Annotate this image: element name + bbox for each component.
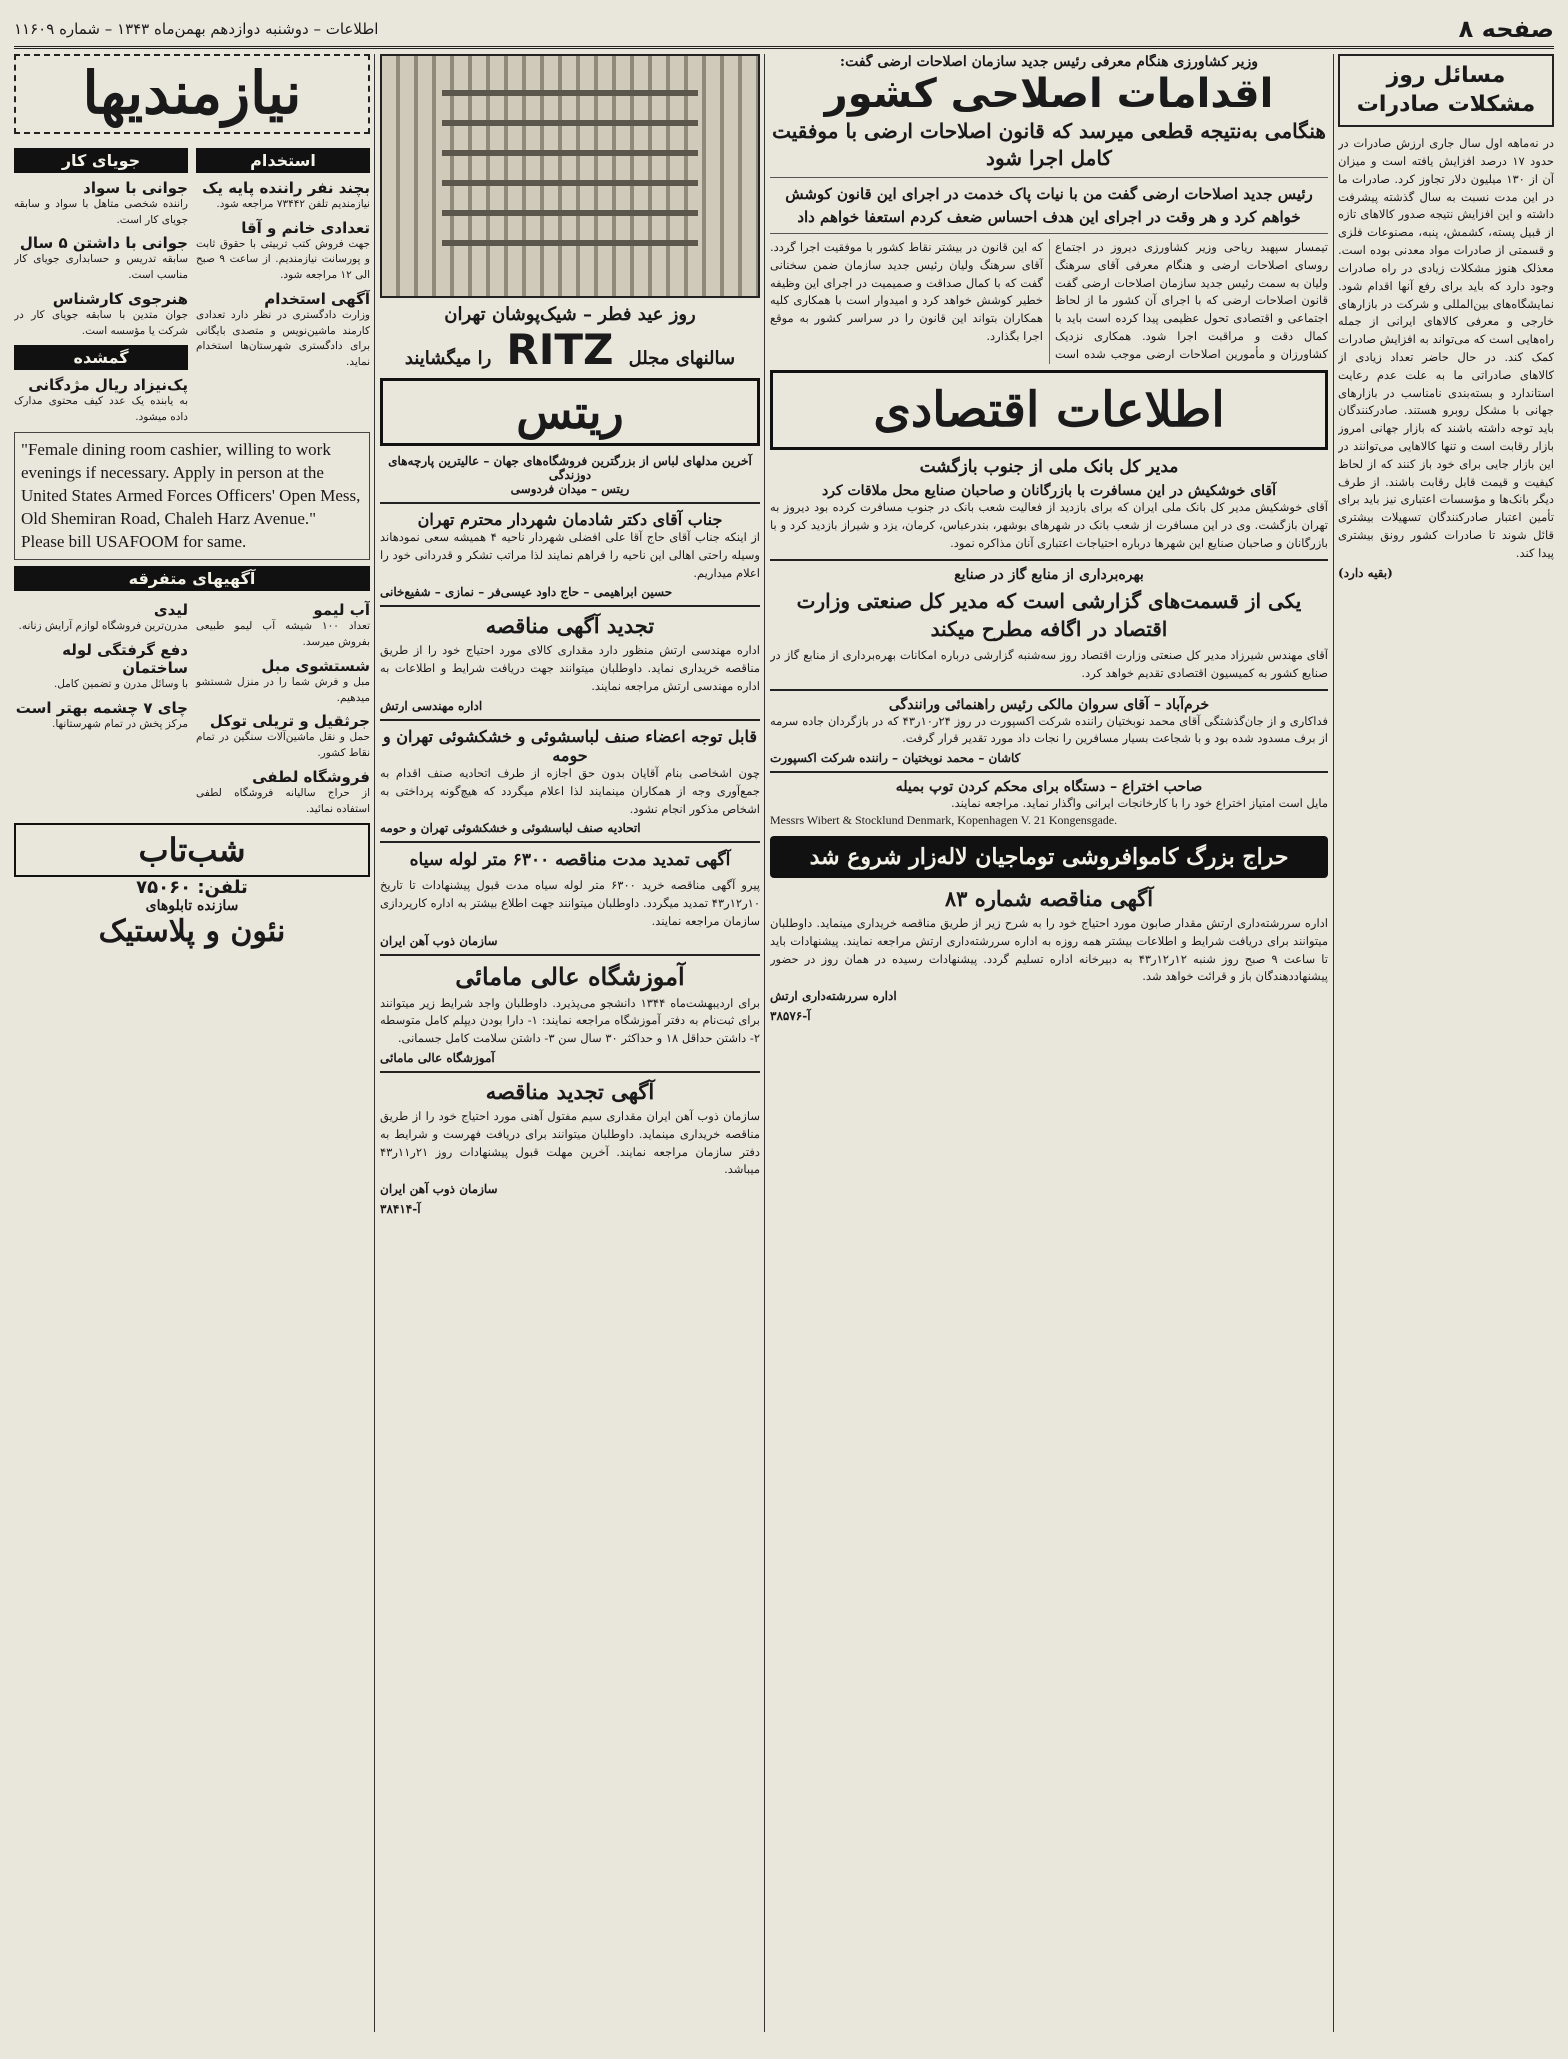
bank-subhead: آقای خوشکیش در این مسافرت با بازرگانان و صاحبان صنایع محل ملاقات کرد bbox=[821, 483, 1277, 500]
hire-ad-title: آگهی استخدام bbox=[264, 289, 370, 308]
thanks-signature: حسین ابراهیمی – حاج داود عیسی‌فر – نمازی – شفیع‌خانی bbox=[380, 585, 673, 600]
classifieds-title: نیازمندیها bbox=[82, 59, 302, 127]
ritz-address: ریتس – میدان فردوسی bbox=[510, 482, 630, 496]
misc-ad-text: مدرن‌ترین فروشگاه لوازم آرایش زنانه. bbox=[18, 620, 188, 633]
building-photo bbox=[380, 54, 760, 298]
neon-maker-line: سازنده تابلوهای bbox=[145, 898, 239, 915]
midwifery-school-signature: آموزشگاه عالی مامائی bbox=[380, 1050, 495, 1065]
seek-column bbox=[14, 142, 188, 426]
tender-83-headline: آگهی مناقصه شماره ۸۳ bbox=[944, 885, 1154, 911]
land-reform-subhead: هنگامی به‌نتیجه قطعی میرسد که قانون اصلاحات ارضی با موفقیت کامل اجرا شود bbox=[772, 119, 1326, 170]
seek-ad-text: راننده شخصی متاهل با سواد و سابقه جویای کار است. bbox=[14, 197, 188, 226]
misc-ad-title: آب لیمو bbox=[313, 601, 370, 620]
hire-category: استخدام bbox=[196, 148, 370, 173]
classifieds-jobs bbox=[14, 142, 370, 426]
neon-maker-phone: تلفن: ۷۵۰۶۰ bbox=[136, 877, 248, 899]
gas-body: آقای مهندس شیرزاد مدیر کل صنعتی وزارت اقتصاد روز سه‌شنبه گزارشی درباره امکانات بهره‌برداری از منابع گاز در صنایع کشور به کمیسیون اقتصادی تقدیم خواهد کرد. bbox=[770, 647, 1328, 680]
seek-ad-title: هنرجوی کارشناس bbox=[52, 289, 188, 308]
pipe-tender-headline: آگهی تمدید مدت مناقصه ۶۳۰۰ متر لوله سیاه bbox=[409, 850, 731, 871]
hire-ad bbox=[196, 179, 370, 213]
misc-ad-title: جرثقیل و تریلی توکل bbox=[209, 712, 370, 731]
patent-headline: صاحب اختراع – دستگاه برای محکم کردن توپ بمیله bbox=[895, 779, 1203, 796]
renew-tender-body: اداره مهندسی ارتش منظور دارد مقداری کالای مورد احتیاج خود را از طریق مناقصه خریداری نماید. داوطلبان میتوانند جهت دریافت شرایط و اطلاعات به اداره مهندسی ارتش مراجعه نمایند. bbox=[380, 643, 760, 694]
seek-category: جویای کار bbox=[14, 148, 188, 173]
land-reform-headline: اقدامات اصلاحی کشور bbox=[824, 71, 1274, 117]
misc-ad-title: شستشوی مبل bbox=[261, 656, 370, 675]
exports-end: (بقیه دارد) bbox=[1338, 565, 1393, 580]
classifieds-title-box bbox=[14, 54, 370, 134]
misc-category: آگهیهای متفرقه bbox=[14, 566, 370, 591]
neon-maker-name: نئون و پلاستیک bbox=[98, 914, 286, 950]
ritz-name-latin: RITZ bbox=[506, 325, 614, 374]
economy-section-banner: اطلاعات اقتصادی bbox=[770, 370, 1328, 450]
land-reform-body: تیمسار سپهبد ریاحی وزیر کشاورزی دیروز در اجتماع روسای اصلاحات ارضی و هنگام معرفی آقای سرهنگ ولیان به سمت رئیس جدید سازمان اصلاحات ارضی گفت قانون اصلاحات ارضی که با اجرای آن کشور ما از لحاظ اجتماعی و اقتصادی تحول عظیمی پیدا کرده است باید با کمال دقت و مراقبت اجرا شود. همکاری نزدیک کشاورزان و مأمورین اصلاحات ارضی موجب شده است که این قانون در بیشتر نقاط کشور با موفقیت اجرا گردد. آقای سرهنگ ولیان رئیس جدید سازمان ضمن سخنانی گفت که با کمال صداقت و صمیمیت در اجرای این وظیفه خطیر کوشش خواهد کرد و امیدوار است با همکاری کلیه همکاران بتواند این قانون را در سراسر کشور به موقع اجرا بگذارد. bbox=[770, 240, 1328, 361]
misc-ad-text: تعداد ۱۰۰ شیشه آب لیمو طبیعی بفروش میرسد. bbox=[196, 620, 370, 649]
misc-ad-title: دفع گرفتگی لوله ساختمان bbox=[62, 641, 188, 678]
ritz-lead: سالنهای مجلل bbox=[628, 348, 736, 369]
hire-ad-title: بچند نفر راننده پایه یک bbox=[202, 178, 370, 197]
exports-title-box bbox=[1338, 54, 1554, 127]
khorramabad-body: فداکاری و از جان‌گذشتگی آقای محمد نوبختیان راننده شرکت اکسپورت در روز ۲۴ر۱۰ر۴۳ که در بازگردان جاده سرمه از برف مسدود شده بود و با شجاعت بسیار مسافرین را نجات داد مورد تقدیر قرار گرفت. bbox=[770, 713, 1328, 746]
hire-ad-text: وزارت دادگستری در نظر دارد تعدادی کارمند ماشین‌نویس و متصدی بایگانی برای دادگستری شهرستان‌ها استخدام نماید. bbox=[196, 308, 370, 369]
midwifery-school-body: برای اردیبهشت‌ماه ۱۳۴۴ دانشجو می‌پذیرد. داوطلبان واجد شرایط زیر میتوانند برای ثبت‌نام به دفتر آموزشگاه مراجعه نمایند: ۱- دارا بودن دیپلم کامل متوسطه ۲- داشتن حداقل ۱۸ و حداکثر ۳۰ سال سن ۳- داشتن سلامت کامل جسمانی. bbox=[380, 995, 760, 1046]
exports-title: مسائل روز مشکلات صادرات bbox=[1356, 63, 1536, 117]
column-classifieds bbox=[14, 54, 370, 2032]
page-number: صفحه ۸ bbox=[1458, 15, 1554, 43]
lost-ad-title: پک‌نیزاد ریال مژدگانی bbox=[28, 376, 188, 395]
renew-tender-2-code: آ-۳۸۴۱۴ bbox=[380, 1202, 421, 1217]
seek-ad bbox=[14, 290, 188, 340]
lost-ad-text: به یابنده یک عدد کیف محتوی مدارک داده میشود. bbox=[14, 395, 188, 424]
gas-kicker: بهره‌برداری از منابع گاز در صنایع bbox=[954, 566, 1144, 583]
column-divider bbox=[1333, 54, 1334, 2032]
lost-category: گمشده bbox=[14, 345, 188, 370]
bank-headline: مدیر کل بانک ملی از جنوب بازگشت bbox=[919, 456, 1179, 477]
ritz-tagline: آخرین مدلهای لباس از بزرگترین فروشگاه‌های جهان – عالیترین پارچه‌های دوزندگی bbox=[388, 454, 752, 482]
shabtab-logo: شب‌تاب bbox=[14, 823, 370, 877]
english-job-ad: "Female dining room cashier, willing to work evenings if necessary. Apply in person at the United States Armed Forces Officers' Open Mess, Old Shemiran Road, Chaleh Harz Avenue." Please bill USAFOOM for same. bbox=[14, 432, 370, 561]
tender-83-signature: اداره سررشته‌داری ارتش bbox=[770, 989, 897, 1004]
land-reform-intro: رئیس جدید اصلاحات ارضی گفت من با نیات پاک خدمت در اجرای این قانون کوشش خواهم کرد و هر وقت در اجرای این هدف احساس ضعف کردم استعفا خواهم داد bbox=[785, 185, 1313, 226]
pipe-tender-body: پیرو آگهی مناقصه خرید ۶۳۰۰ متر لوله سیاه مدت قبول پیشنهادات تا تاریخ ۱۰ر۱۲ر۴۳ تمدید میگردد. داوطلبان میتوانند جهت اطلاع بیشتر به اداره کارپردازی سازمان مراجعه نمایند. bbox=[380, 878, 760, 928]
hire-ad-text: جهت فروش کتب تربیتی با حقوق ثابت و پورسانت نیازمندیم. از ساعت ۹ صبح الی ۱۲ مراجعه شود. bbox=[196, 237, 370, 282]
misc-ad-title: چای ۷ چشمه بهتر است bbox=[15, 698, 188, 717]
column-divider bbox=[374, 54, 375, 2032]
misc-ads-col-a bbox=[196, 595, 370, 817]
hire-ad-text: نیازمندیم تلفن ۷۳۴۴۲ مراجعه شود. bbox=[216, 197, 370, 210]
hire-column bbox=[196, 142, 370, 426]
masthead bbox=[14, 12, 1554, 49]
renew-tender-2-body: سازمان ذوب آهن ایران مقداری سیم مفتول آهنی مورد احتیاج خود را از طریق مناقصه خریداری مینماید. داوطلبان میتوانند برای دریافت فهرست و شرایط به دفتر سازمان مراجعه نمایند. آخرین مهلت قبول پیشنهادات روز ۲۱ر۱۱ر۴۳ میباشد. bbox=[380, 1108, 760, 1177]
seek-ad-text: جوان متدین با سابقه جویای کار در شرکت یا مؤسسه است. bbox=[14, 308, 188, 337]
ritz-banner: روز عید فطر – شیک‌پوشان تهران bbox=[444, 304, 696, 325]
renew-tender-signature: اداره مهندسی ارتش bbox=[380, 698, 483, 713]
column-main-news bbox=[770, 54, 1328, 2032]
patent-address: Messrs Wibert & Stocklund Denmark, Kopenhagen V. 21 Kongensgade. bbox=[770, 812, 1118, 827]
seek-ad bbox=[14, 234, 188, 284]
seek-ad bbox=[14, 179, 188, 229]
seek-ad-title: جوانی با سواد bbox=[83, 178, 188, 197]
khorramabad-signature: کاشان – محمد نوبختیان – راننده شرکت اکسپورت bbox=[770, 751, 1021, 766]
column-divider bbox=[764, 54, 765, 2032]
misc-ad-text: مبل و فرش شما را در منزل شستشو میدهیم. bbox=[196, 675, 370, 704]
tender-83-body: اداره سررشته‌داری ارتش مقدار صابون مورد احتیاج خود را به شرح زیر از طریق مناقصه خریداری مینماید. داوطلبان میتوانند برای دریافت شرایط و اطلاعات بیشتر همه روزه به اداره سررشته‌داری ارتش مراجعه نمایند. پیشنهادات باید تا ساعت ۹ صبح روز شنبه ۱۲ر۱۲ر۴۳ به دبیرخانه اداره تسلیم گردد. پیشنهادات رسیده در همان روز در حضور پیشنهاددهندگان باز و قرائت خواهد شد. bbox=[770, 915, 1328, 984]
midwifery-school-headline: آموزشگاه عالی مامائی bbox=[455, 961, 685, 991]
seek-ad-text: سابقه تدریس و حسابداری جویای کار مناسب است. bbox=[14, 253, 188, 282]
renew-tender-headline: تجدید آگهی مناقصه bbox=[485, 613, 655, 639]
khorramabad-headline: خرم‌آباد – آقای سروان مالکی رئیس راهنمائی ورانندگی bbox=[888, 696, 1210, 713]
gas-headline: یکی از قسمت‌های گزارشی است که مدیر کل صنعتی وزارت اقتصاد در اگافه مطرح میکند bbox=[796, 588, 1302, 641]
patent-body: مایل است امتیاز اختراع خود را با کارخانجات ایرانی واگذار نماید. مراجعه نمایند. bbox=[950, 796, 1328, 811]
column-ads-middle bbox=[380, 54, 760, 2032]
misc-ads bbox=[14, 595, 370, 817]
hire-ad bbox=[196, 290, 370, 371]
land-reform-kicker: وزیر کشاورزی هنگام معرفی رئیس جدید سازمان اصلاحات ارضی گفت: bbox=[839, 54, 1259, 70]
tender-83-code: آ-۳۸۵۷۶ bbox=[770, 1009, 811, 1024]
ritz-brand: ریتس bbox=[380, 378, 760, 446]
misc-ad-text: با وسائل مدرن و تضمین کامل. bbox=[53, 678, 188, 691]
misc-ad-text: از حراج سالیانه فروشگاه لطفی استفاده نمائید. bbox=[196, 786, 370, 815]
misc-ads-col-b bbox=[14, 595, 188, 817]
pipe-tender-signature: سازمان ذوب آهن ایران bbox=[380, 933, 498, 948]
bank-body: آقای خوشکیش مدیر کل بانک ملی ایران که برای بازدید از فعالیت شعب بانک در جنوب مسافرت کرده بود دیروز به تهران بازگشت. وی در این مسافرت از شعب بانک در شهرهای بوشهر، بندرعباس، کرمان، یزد و شیراز بازدید کرد و با بازرگانان و صاحبان صنایع این شهرها درباره احتیاجات اعتباری آنان مذاکره نمود. bbox=[770, 500, 1328, 551]
thanks-body: از اینکه جناب آقای حاج آقا علی افضلی شهردار ناحیه ۴ همیشه سعی نمودهاند وسیله راحتی اهالی این ناحیه را فراهم نمایند لذا مراتب تشکر و قدردانی خود را اعلام میداریم. bbox=[380, 530, 760, 580]
misc-ad-title: فروشگاه لطفی bbox=[252, 767, 370, 786]
misc-ad-title: لیدی bbox=[153, 601, 188, 620]
laundry-guild-headline: قابل توجه اعضاء صنف لباسشوئی و خشکشوئی تهران و حومه bbox=[382, 726, 758, 765]
laundry-guild-signature: اتحادیه صنف لباسشوئی و خشکشوئی تهران و حومه bbox=[380, 821, 641, 836]
renew-tender-2-headline: آگهی تجدید مناقصه bbox=[485, 1078, 655, 1104]
renew-tender-2-signature: سازمان ذوب آهن ایران bbox=[380, 1182, 498, 1197]
ritz-ad bbox=[380, 325, 760, 374]
thanks-headline: جناب آقای دکتر شادمان شهردار محترم تهران bbox=[417, 510, 723, 529]
seek-ad-title: جوانی با داشتن ۵ سال bbox=[19, 234, 188, 253]
issue-line: اطلاعات – دوشنبه دوازدهم بهمن‌ماه ۱۳۴۳ – شماره ۱۱۶۰۹ bbox=[14, 20, 379, 38]
newspaper-page bbox=[14, 12, 1554, 2032]
sale-banner: حراج بزرگ کاموافروشی توماجیان لاله‌زار شروع شد bbox=[770, 836, 1328, 878]
ritz-open: را میگشایند bbox=[404, 348, 492, 369]
column-exports bbox=[1338, 54, 1554, 2032]
misc-ad-text: مرکز پخش در تمام شهرستانها. bbox=[52, 717, 188, 730]
laundry-guild-body: چون اشخاصی بنام آقایان بدون حق اجازه از طرف اتحادیه صنف اقدام به جمع‌آوری وجه از همکاران مینمایند لذا اعلام میگردد که هیچ‌گونه پرداختی به اشخاص مذکور انجام نشود. bbox=[380, 765, 760, 816]
hire-ad bbox=[196, 219, 370, 284]
exports-body: در نه‌ماهه اول سال جاری ارزش صادرات در حدود ۱۷ درصد افزایش یافته است و میزان آن از ۱۳۰ میلیون دلار تجاوز کرد. صادرات ما در این مدت نسبت به سال گذشته پیشرفت داشته و این افزایش نتیجه صدور کالاهای تازه از قبیل پسته، کشمش، پنبه، مصنوعات فلزی و قسمتی از صادرات مواد معدنی بوده است. معذلک هنوز مشکلات زیادی در راه صادرات وجود دارد که باید برای رفع آنها اقدام شود. نمایشگاه‌های بین‌المللی و شرکت در بازارهای خارجی و معرفی کالاهای ایرانی از جمله راه‌هایی است که می‌تواند به افزایش صادرات کمک کند. در حال حاضر تعداد زیادی از کالاهای صادراتی ما به علت عدم رعایت استاندارد و بسته‌بندی نامناسب در بازارهای جهانی با مشکل روبرو هستند. صادرکنندگان باید توجه داشته باشند که بازار جهانی امروز بازار رقابت است و تنها کالاهایی می‌توانند در این بازار جایی برای خود باز کنند که از لحاظ کیفیت و قیمت قابل رقابت باشند. از طرف دیگر بانک‌ها و مؤسسات اعتباری نیز باید برای تأمین اعتبار صادرکنندگان تسهیلات بیشتری قائل شوند تا صادرات کشور رونق بیشتری پیدا کند. bbox=[1338, 136, 1554, 560]
hire-ad-title: تعدادی خانم و آقا bbox=[241, 218, 370, 237]
misc-ad-text: حمل و نقل ماشین‌آلات سنگین در تمام نقاط کشور. bbox=[196, 731, 370, 760]
